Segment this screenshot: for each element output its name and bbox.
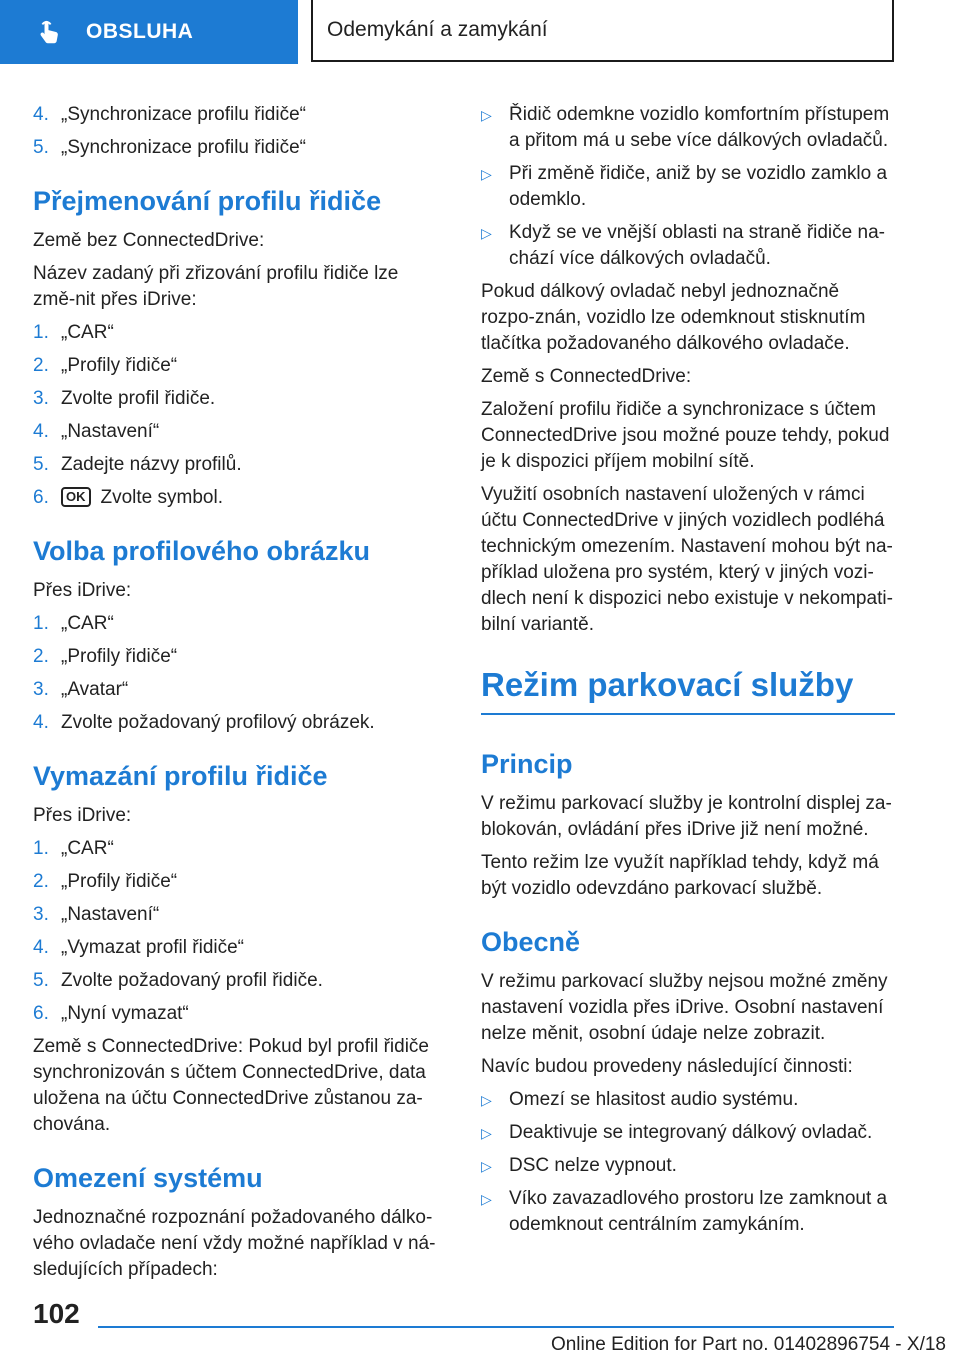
page-header bbox=[0, 0, 960, 66]
step-text: „Profily řidiče“ bbox=[61, 871, 178, 892]
spacer bbox=[33, 168, 441, 184]
triangle-bullet-icon: ▷ bbox=[481, 1125, 492, 1141]
list-item bbox=[33, 320, 441, 346]
list-item bbox=[33, 386, 441, 412]
rename-step-list bbox=[33, 320, 441, 511]
list-item bbox=[33, 419, 441, 445]
footer-divider bbox=[98, 1326, 894, 1328]
principle-heading: Princip bbox=[481, 749, 573, 779]
list-item bbox=[481, 220, 895, 272]
step-text: Zvolte symbol. bbox=[100, 487, 223, 508]
list-item bbox=[33, 644, 441, 670]
step-number: 1. bbox=[33, 838, 49, 859]
step-number: 4. bbox=[33, 937, 49, 958]
general-paragraph: Navíc budou provedeny následující činnosti: bbox=[481, 1056, 853, 1077]
step-number: 6. bbox=[33, 1003, 49, 1024]
step-number: 5. bbox=[33, 970, 49, 991]
step-text: „Nastavení“ bbox=[61, 904, 160, 925]
triangle-bullet-icon: ▷ bbox=[481, 1158, 492, 1174]
delete-heading: Vymazání profilu řidiče bbox=[33, 761, 328, 791]
step-text: „Profily řidiče“ bbox=[61, 355, 178, 376]
step-text: „Nyní vymazat“ bbox=[61, 1003, 189, 1024]
list-item bbox=[33, 935, 441, 961]
section-label: OBSLUHA bbox=[86, 20, 194, 43]
rename-paragraph: Země bez ConnectedDrive: bbox=[33, 230, 265, 251]
triangle-bullet-icon: ▷ bbox=[481, 225, 492, 241]
principle-paragraph: V režimu parkovací služby je kontrolní displej za‐blokován, ovládání přes iDrive již není možné. bbox=[481, 793, 892, 840]
triangle-bullet-icon: ▷ bbox=[481, 166, 492, 182]
step-number: 3. bbox=[33, 679, 49, 700]
rename-paragraph: Název zadaný při zřizování profilu řidiče lze změ‐nit přes iDrive: bbox=[33, 263, 399, 310]
limits-paragraph: Jednoznačné rozpoznání požadovaného dálko‐vého ovladače není vždy možné například v ná‐sledujících případech: bbox=[33, 1207, 436, 1280]
page-title: Odemykání a zamykání bbox=[327, 18, 548, 41]
delete-paragraph: Země s ConnectedDrive: Pokud byl profil řidiče synchronizován s účtem ConnectedDrive, data uložena na účtu ConnectedDrive zůstanou za‐chována. bbox=[33, 1036, 430, 1135]
ok-icon: OK bbox=[61, 487, 91, 507]
general-heading: Obecně bbox=[481, 927, 581, 957]
list-item bbox=[33, 968, 441, 994]
step-number: 4. bbox=[33, 104, 49, 125]
step-number: 3. bbox=[33, 388, 49, 409]
top-step-list bbox=[33, 102, 441, 161]
list-item bbox=[33, 836, 441, 862]
picture-paragraph: Přes iDrive: bbox=[33, 580, 132, 601]
step-text: „Nastavení“ bbox=[61, 421, 160, 442]
spacer bbox=[481, 909, 895, 925]
spacer bbox=[33, 1145, 441, 1161]
section-tab bbox=[0, 0, 298, 64]
bullet-list bbox=[481, 102, 895, 272]
step-text: Zvolte profil řidiče. bbox=[61, 388, 216, 409]
triangle-bullet-icon: ▷ bbox=[481, 107, 492, 123]
bullet-text: Při změně řidiče, aniž by se vozidlo zamklo a odemklo. bbox=[509, 163, 888, 210]
list-item bbox=[481, 102, 895, 154]
list-item bbox=[481, 1120, 895, 1146]
list-item bbox=[33, 677, 441, 703]
triangle-bullet-icon: ▷ bbox=[481, 1092, 492, 1108]
principle-paragraph: Tento režim lze využít například tehdy, když má být vozidlo odevzdáno parkovací službě. bbox=[481, 852, 879, 899]
step-number: 2. bbox=[33, 646, 49, 667]
list-item bbox=[33, 135, 441, 161]
picture-step-list bbox=[33, 611, 441, 736]
general-paragraph: V režimu parkovací služby nejsou možné změny nastavení vozidla přes iDrive. Osobní nastavení nelze měnit, osobní údaje nelze zobrazit. bbox=[481, 971, 888, 1044]
list-item bbox=[33, 611, 441, 637]
valet-heading: Režim parkovací služby bbox=[481, 665, 895, 715]
step-text: „Avatar“ bbox=[61, 679, 129, 700]
list-item bbox=[33, 1001, 441, 1027]
list-item bbox=[33, 102, 441, 128]
spacer bbox=[481, 645, 895, 665]
picture-heading: Volba profilového obrázku bbox=[33, 536, 371, 566]
list-item bbox=[33, 710, 441, 736]
list-item bbox=[481, 1186, 895, 1238]
body-paragraph: Založení profilu řidiče a synchronizace s účtem ConnectedDrive jsou možné pouze tehdy, pokud je k dispozici příjem mobilní sítě. bbox=[481, 399, 890, 472]
step-number: 6. bbox=[33, 487, 49, 508]
step-number: 1. bbox=[33, 322, 49, 343]
list-item bbox=[33, 485, 441, 511]
bullet-text: Když se ve vnější oblasti na straně řidiče na‐chází více dálkových ovladačů. bbox=[509, 222, 885, 269]
delete-step-list bbox=[33, 836, 441, 1027]
limits-heading: Omezení systému bbox=[33, 1163, 263, 1193]
step-number: 5. bbox=[33, 137, 49, 158]
right-column bbox=[481, 102, 895, 1245]
step-text: Zvolte požadovaný profil řidiče. bbox=[61, 970, 323, 991]
spacer bbox=[33, 518, 441, 534]
bullet-text: Víko zavazadlového prostoru lze zamknout a odemknout centrálním zamykáním. bbox=[509, 1188, 888, 1235]
step-number: 5. bbox=[33, 454, 49, 475]
step-text: „Profily řidiče“ bbox=[61, 646, 178, 667]
body-paragraph: Pokud dálkový ovladač nebyl jednoznačně rozpo‐znán, vozidlo lze odemknout stisknutím tlačítka požadovaného dálkového ovladače. bbox=[481, 281, 866, 354]
list-item bbox=[33, 869, 441, 895]
step-number: 2. bbox=[33, 871, 49, 892]
list-item bbox=[33, 353, 441, 379]
rename-heading: Přejmenování profilu řidiče bbox=[33, 186, 382, 216]
bullet-text: Deaktivuje se integrovaný dálkový ovladač. bbox=[509, 1122, 873, 1143]
step-text: „CAR“ bbox=[61, 838, 114, 859]
body-paragraph: Využití osobních nastavení uložených v rámci účtu ConnectedDrive v jiných vozidlech podléhá technickým omezením. Nastavení mohou být na‐příklad uložena pro systém, který v jiných vozi‐dlech není k dispozici nebo existuje v nekompati‐bilní variantě. bbox=[481, 484, 893, 635]
bullet-list bbox=[481, 1087, 895, 1238]
step-text: „Synchronizace profilu řidiče“ bbox=[61, 137, 306, 158]
bullet-text: DSC nelze vypnout. bbox=[509, 1155, 677, 1176]
page-number: 102 bbox=[33, 1298, 80, 1329]
list-item bbox=[481, 1087, 895, 1113]
step-text: Zvolte požadovaný profilový obrázek. bbox=[61, 712, 375, 733]
step-number: 2. bbox=[33, 355, 49, 376]
step-text: „Synchronizace profilu řidiče“ bbox=[61, 104, 306, 125]
left-column bbox=[33, 102, 441, 1290]
list-item bbox=[481, 1153, 895, 1179]
step-number: 3. bbox=[33, 904, 49, 925]
step-number: 4. bbox=[33, 712, 49, 733]
list-item bbox=[33, 902, 441, 928]
hand-pointer-icon bbox=[36, 18, 64, 46]
step-text: Zadejte názvy profilů. bbox=[61, 454, 242, 475]
triangle-bullet-icon: ▷ bbox=[481, 1191, 492, 1207]
delete-paragraph: Přes iDrive: bbox=[33, 805, 132, 826]
page-title-box bbox=[311, 0, 894, 62]
bullet-text: Omezí se hlasitost audio systému. bbox=[509, 1089, 799, 1110]
bullet-text: Řidič odemkne vozidlo komfortním přístupem a přitom má u sebe více dálkových ovladačů. bbox=[509, 104, 890, 151]
list-item bbox=[481, 161, 895, 213]
step-text: „Vymazat profil řidiče“ bbox=[61, 937, 245, 958]
step-number: 1. bbox=[33, 613, 49, 634]
step-number: 4. bbox=[33, 421, 49, 442]
list-item bbox=[33, 452, 441, 478]
spacer bbox=[33, 743, 441, 759]
body-paragraph: Země s ConnectedDrive: bbox=[481, 366, 692, 387]
step-text: „CAR“ bbox=[61, 322, 114, 343]
edition-text: Online Edition for Part no. 01402896754 - X/18 bbox=[550, 1334, 946, 1355]
step-text: „CAR“ bbox=[61, 613, 114, 634]
